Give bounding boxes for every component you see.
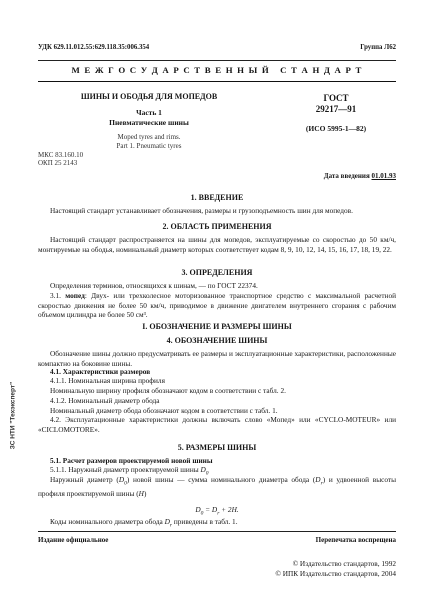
side-watermark: ЗС НТИ "Техэксперт" [9, 381, 17, 450]
gost-number: 29217—91 [315, 104, 357, 114]
section-3-text-1: Определения терминов, относящихся к шинам, — по ГОСТ 22374. [50, 281, 258, 290]
banner-rule [38, 81, 396, 82]
standard-banner: М Е Ж Г О С У Д А Р С Т В Е Н Н Ы Й С Т А Н Д А Р Т [71, 65, 363, 75]
udk-code: УДК 629.11.012.55:629.118.35:006.354 [38, 44, 150, 51]
symbol-h-inline: H [138, 488, 144, 498]
section-2-heading: 2. ОБЛАСТЬ ПРИМЕНЕНИЯ [162, 222, 272, 231]
body-part-d: ) [143, 488, 147, 498]
symbol-d0-inline: $D_0$ [118, 475, 127, 487]
section-1-text: Настоящий стандарт устанавливает обозначения, размеры и грузоподъемность шин для мопедов. [50, 206, 353, 215]
clause-number: 3.1. [50, 291, 61, 300]
part-1-heading: I. ОБОЗНАЧЕНИЕ И РАЗМЕРЫ ШИНЫ [142, 322, 292, 331]
english-title: Moped tyres and rims. [117, 133, 181, 141]
reprint-prohibited: Перепечатка воспрещена [315, 536, 396, 544]
section-3-text-2 [38, 291, 396, 320]
iso-reference: (ИСО 5995-1—82) [305, 124, 367, 133]
clause-5-1-1-text: 5.1.1. Наружный диаметр проектируемой шины [50, 465, 199, 474]
effective-date [280, 172, 396, 180]
clause-5-1-1-body [38, 475, 396, 498]
clause-4-1-1-text: Номинальную ширину профиля обозначают кодом в соответствии с табл. 2. [50, 386, 286, 395]
body-part-a: Наружный диаметр ( [50, 475, 119, 484]
footer-rule [38, 531, 396, 532]
clause-4-2-text: 4.2. Эксплуатационные характеристики должны включать слово «Мопед» или «CYCLO-MOTEUR» или «CICLOMOTORE». [38, 415, 396, 434]
clause-4-1-1: 4.1.1. Номинальная ширина профиля [50, 376, 165, 385]
copyright-1992: © Издательство стандартов, 1992 [292, 559, 396, 568]
official-edition: Издание официальное [38, 536, 109, 544]
date-value: 01.01.93 [371, 172, 396, 180]
document-title: ШИНЫ И ОБОДЬЯ ДЛЯ МОПЕДОВ [80, 92, 218, 101]
clause-5-1-title: 5.1. Расчет размеров проектируемой новой шины [50, 456, 213, 465]
outer-diameter-formula: $D_0 = D_r + 2H$. [195, 505, 239, 517]
document-part: Часть 1 [136, 108, 162, 117]
clause-4-1-2: 4.1.2. Номинальный диаметр обода [50, 396, 160, 405]
section-4-heading: 4. ОБОЗНАЧЕНИЕ ШИНЫ [166, 336, 268, 345]
section-2-text: Настоящий стандарт распространяется на шины для мопедов, эксплуатируемые со скоростью до 50 км/ч, монтируемые на ободья, номинальный диаметр которых соответствует кодам 8, 9, 10, 12, 14, 15, 16, 17, 18, 19, 22. [38, 235, 396, 254]
top-rule [38, 60, 396, 61]
mks-code: МКС 83.160.10 [38, 151, 84, 159]
section-3-heading: 3. ОПРЕДЕЛЕНИЯ [181, 268, 253, 277]
symbol-d0: $D_0$ [200, 465, 209, 477]
okp-code: ОКП 25 2143 [38, 159, 78, 167]
group-code: Группа Л62 [360, 44, 396, 51]
document-subtitle: Пневматические шины [109, 118, 189, 127]
clause-4-1-2-text: Номинальный диаметр обода обозначают кодом в соответствии с табл. 1. [50, 406, 278, 415]
body-part-b: ) новой шины — сумма номинального диаметра обода ( [126, 475, 316, 484]
symbol-dr-inline: $D_r$ [315, 475, 323, 487]
body-part-c: ) и удвоенной высоты профиля проектируемой шины ( [38, 475, 396, 498]
term-moped: мопед [65, 291, 85, 300]
section-4-text: Обозначение шины должно предусматривать ее размеры и эксплуатационные характеристики, расположенные компактно на боковине шины. [38, 349, 396, 368]
rim-codes-text: Коды номинального диаметра обода $D_r$ приведены в табл. 1. [50, 517, 238, 529]
copyright-2004: © ИПК Издательство стандартов, 2004 [275, 569, 396, 578]
english-part: Part 1. Pneumatic tyres [116, 142, 182, 150]
section-5-heading: 5. РАЗМЕРЫ ШИНЫ [177, 443, 257, 452]
section-1-heading: 1. ВВЕДЕНИЕ [190, 193, 244, 202]
gost-label: ГОСТ [323, 93, 349, 103]
clause-4-1-title: 4.1. Характеристики размеров [50, 367, 151, 376]
date-label: Дата введения [323, 172, 370, 180]
term-definition: : Двух- или трехколесное моторизованное транспортное средство с максимальной расчетной скоростью движения не более 50 км/ч, приводимое в движение двигателем внутреннего сгорания с рабочим объемом цилиндра не более 50 см³. [38, 291, 396, 319]
